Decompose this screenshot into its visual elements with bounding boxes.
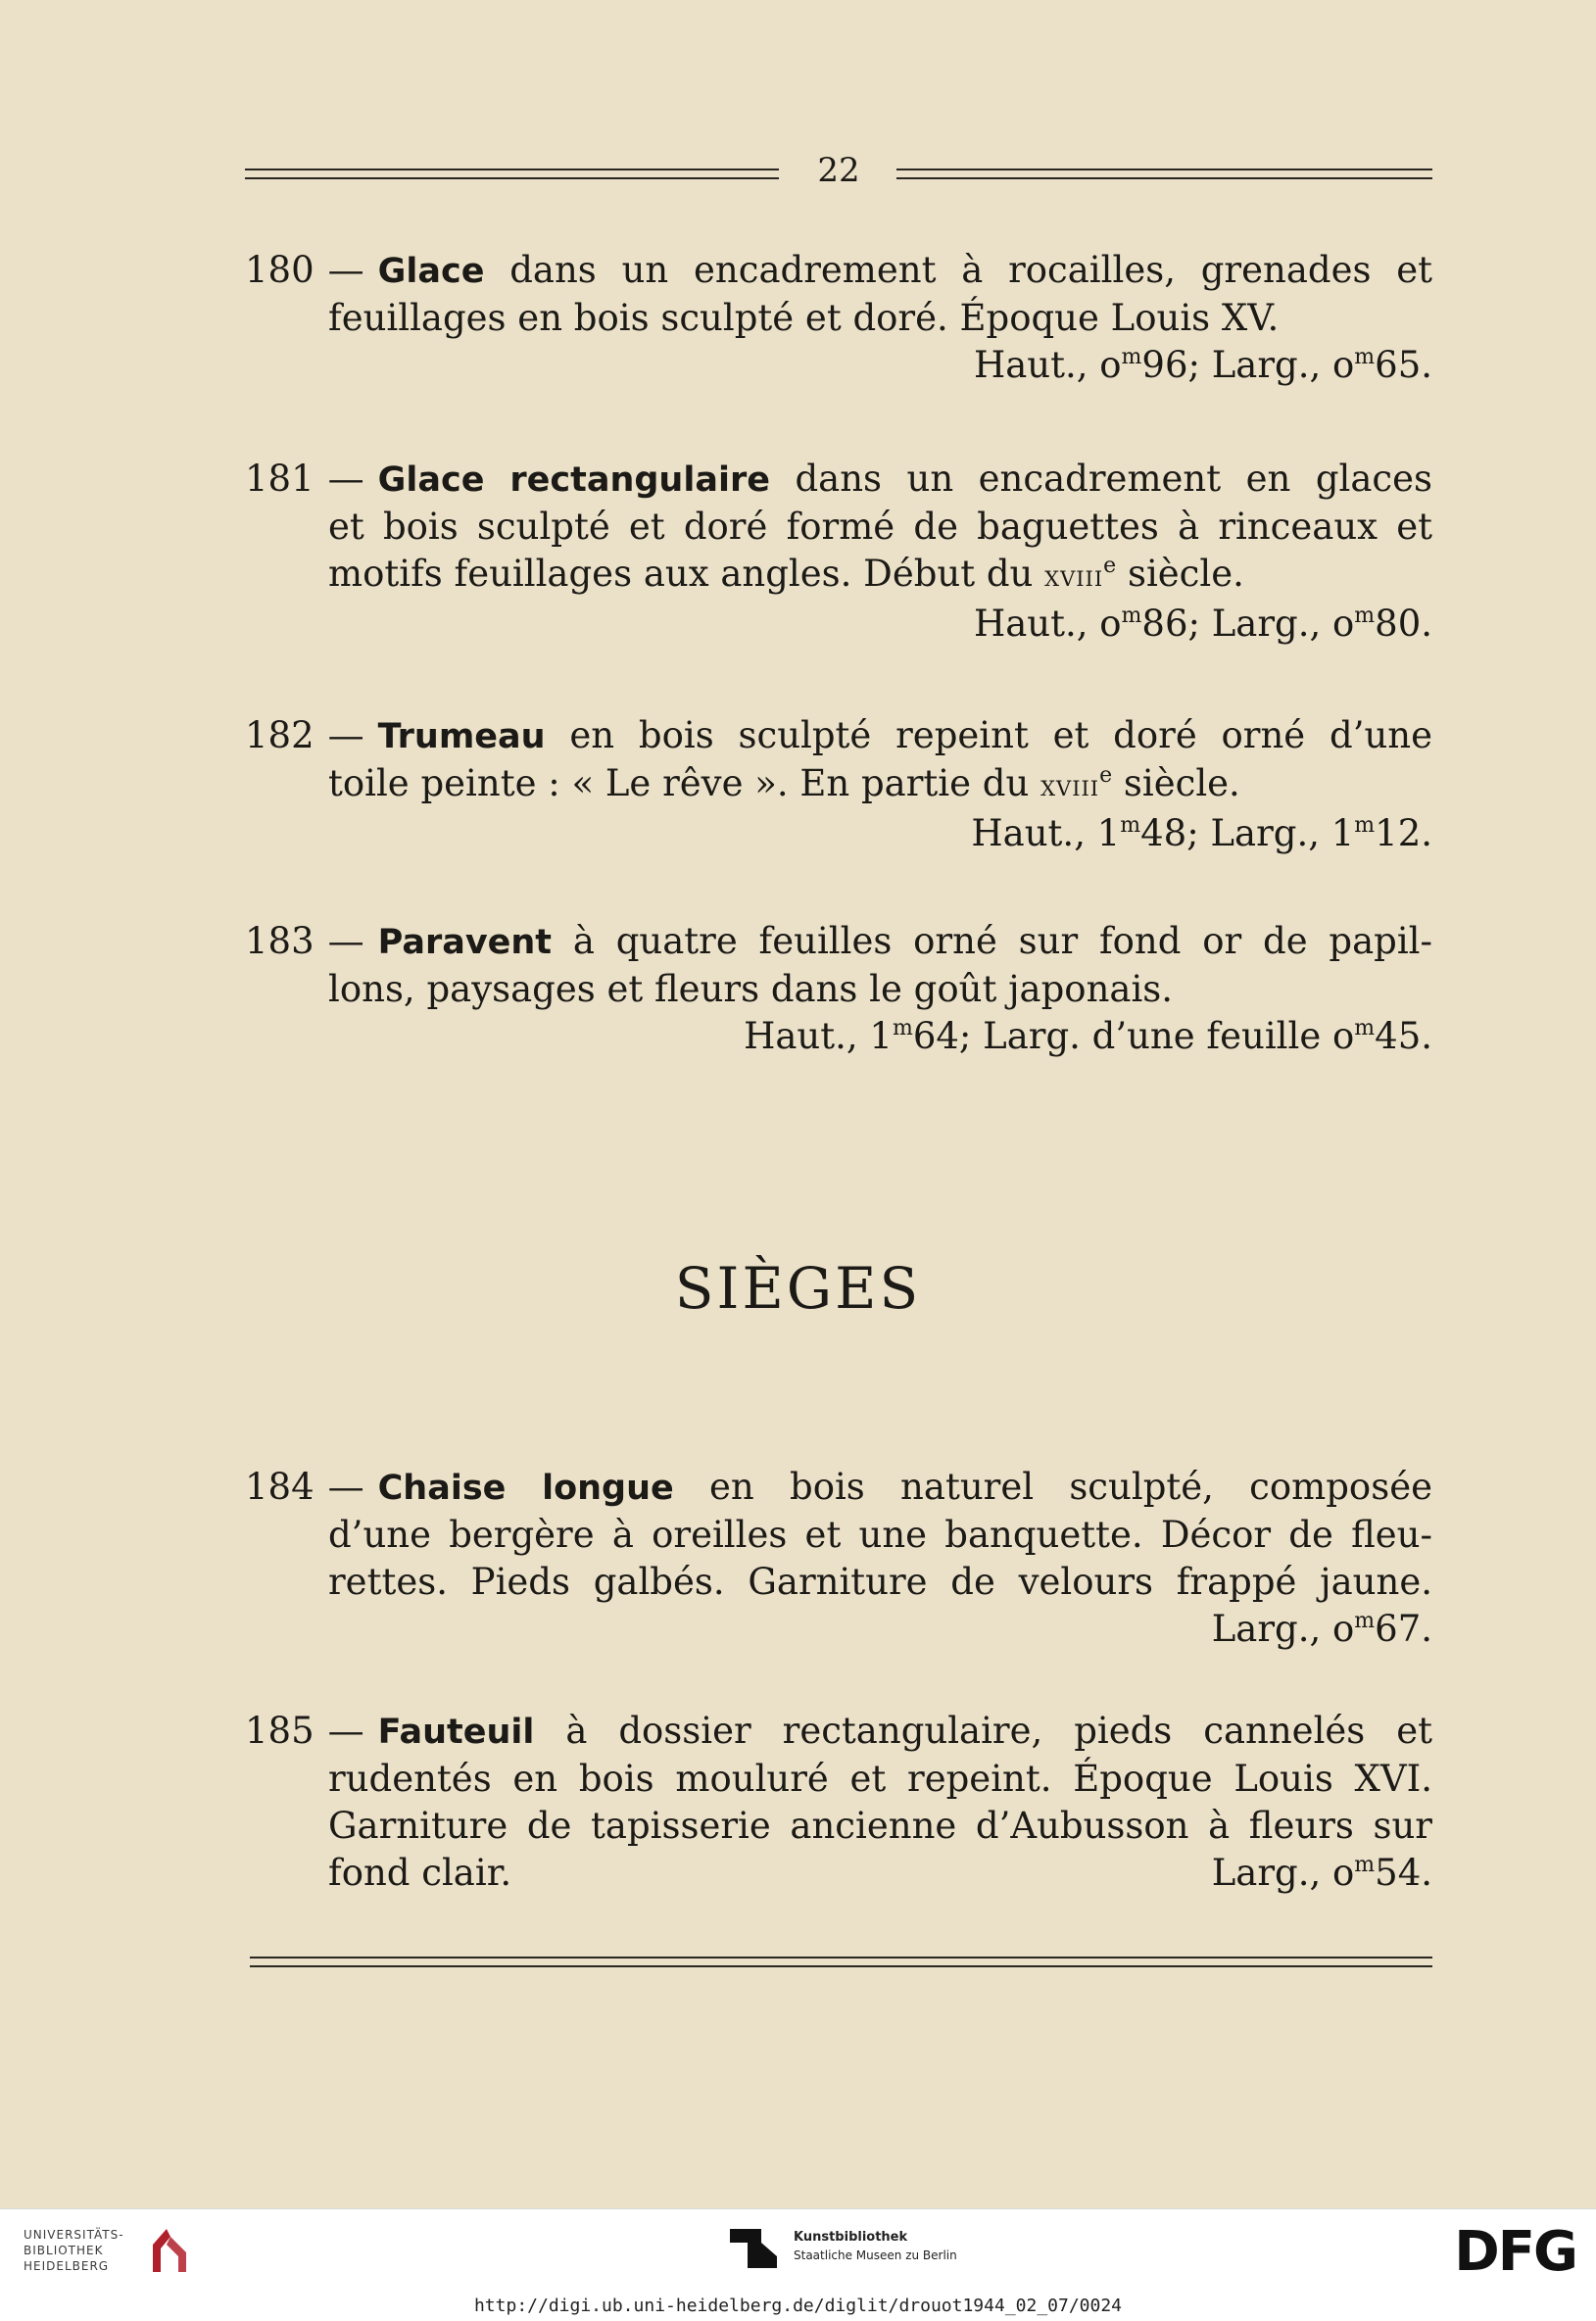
entry-dimensions: Haut., $o^m86$; Larg., $o^m80$. (973, 603, 1432, 645)
entry-title: Fauteuil (377, 1713, 535, 1752)
entry-line: Garniture de tapisserie ancienne d’Aubusson à fleurs sur (328, 1805, 1432, 1847)
entry-title: Glace (377, 252, 485, 291)
entry-line: rudentés en bois mouluré et repeint. Époque Louis XVI. (328, 1758, 1432, 1800)
entry-dimensions: Haut., 1$^m$64; Larg. d’une feuille $o^m45$. (744, 1015, 1432, 1057)
digitization-footer (0, 2208, 1596, 2292)
entry-first-line: 184 — Chaise longue en bois naturel sculpté, composée (245, 1466, 1432, 1508)
entry-title: Paravent (377, 923, 553, 962)
entry-line: rettes. Pieds galbés. Garniture de velours frappé jaune. (328, 1561, 1432, 1603)
entry-line: motifs feuillages aux angles. Début du xviii$^e$ siècle. (328, 553, 1244, 595)
entry-title: Chaise longue (377, 1469, 674, 1508)
entry-dimensions: Haut., 1$^m$48; Larg., 1$^m$12. (971, 812, 1432, 854)
kunstbibliothek-logo[interactable]: Kunstbibliothek Staatliche Museen zu Berlin (794, 2230, 957, 2262)
catalog-entry-180 (245, 247, 1432, 389)
entry-first-line: 183 — Paravent à quatre feuilles orné sur fond or de papil- (245, 920, 1432, 962)
page-number: 22 (817, 151, 860, 190)
catalog-entry-185 (245, 1708, 1432, 1897)
entry-first-line: 185 — Fauteuil à dossier rectangulaire, pieds cannelés et (245, 1710, 1432, 1752)
university-library-logo[interactable]: UNIVERSITÄTS- BIBLIOTHEK HEIDELBERG (24, 2228, 124, 2273)
source-url[interactable]: http://digi.ub.uni-heidelberg.de/diglit/drouot1944_02_07/0024 (0, 2291, 1596, 2321)
footer-rule (250, 1957, 1432, 1967)
entry-last-line: fond clair. Larg., $o^m54$. (245, 1850, 1432, 1897)
catalog-entry-182 (245, 712, 1432, 857)
entry-line: et bois sculpté et doré formé de baguettes à rinceaux et (328, 506, 1432, 548)
entry-dimensions: Larg., $o^m67$. (1211, 1608, 1432, 1650)
entry-dimensions: Haut., $o^m96$; Larg., $o^m65$. (973, 344, 1432, 386)
entry-title: Glace rectangulaire (377, 460, 770, 500)
kunstbibliothek-logo-icon (730, 2229, 781, 2272)
catalog-entry-183 (245, 918, 1432, 1060)
dfg-logo[interactable]: DFG (1454, 2220, 1576, 2284)
entry-line: feuillages en bois sculpté et doré. Époque Louis XV. (328, 297, 1280, 339)
entry-line: d’une bergère à oreilles et une banquette. Décor de fleu- (328, 1514, 1432, 1556)
entry-dimensions: Larg., $o^m54$. (1211, 1852, 1432, 1894)
page-header (245, 147, 1432, 196)
entry-first-line: 181 — Glace rectangulaire dans un encadrement en glaces (245, 458, 1433, 500)
university-library-logo-icon (147, 2225, 192, 2276)
entry-line: toile peinte : « Le rêve ». En partie du xviii$^e$ siècle. (328, 762, 1240, 804)
entry-first-line: 180 — Glace dans un encadrement à rocailles, grenades et (245, 249, 1432, 291)
catalog-entry-181 (245, 456, 1432, 648)
entry-title: Trumeau (377, 717, 546, 756)
catalog-entry-184 (245, 1464, 1432, 1653)
entry-first-line: 182 — Trumeau en bois sculpté repeint et doré orné d’une (245, 714, 1433, 756)
header-rule-right (896, 169, 1432, 179)
entry-line: lons, paysages et fleurs dans le goût japonais. (328, 968, 1174, 1010)
section-heading: SIÈGES (674, 1255, 922, 1322)
